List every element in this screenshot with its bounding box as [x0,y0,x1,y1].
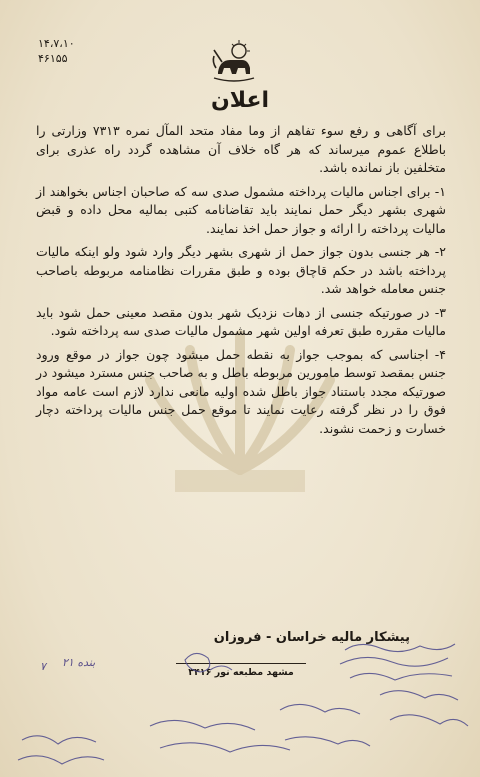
lion-and-sun-emblem-icon [208,38,260,86]
signatory-title: پیشکار مالیه خراسان - فروزان [213,630,410,645]
clause-1: ۱- برای اجناس مالیات پرداخته مشمول صدی سه که صاحبان اجناس بخواهند از شهری بشهر دیگر حمل نمایند باید تقاضانامه کتبی بمالیه محل داده و قبض مالیات پرداخته را ارائه و جواز حمل اخذ نمایند. [36,183,446,236]
page-title: اعلان [210,88,270,113]
document-number: ۴۶۱۵۵ [38,52,68,65]
handwritten-note: بنده ۲۱ [62,656,96,669]
printer-credit: مشهد مطبعه نور ۳۴۱۶ [188,667,294,678]
document-date: ۱۴،۷،۱۰ [38,37,75,50]
clause-3: ۳- در صورتیکه جنسی از دهات نزدیک شهر بدون مقصد معینی حمل شود باید مالیات مقرره طبق تعرفه اولین شهر مشمول مالیات صدی سه پرداخته شود. [36,304,446,338]
announcement-body [36,122,446,443]
handwritten-numeral: ۷ [40,660,46,673]
clause-4: ۴- اجناسی که بموجب جواز به نقطه حمل میشود چون جواز در موقع ورود جنس بمقصد توسط مامورین مربوطه باطل و به صاحب جنس مسترد میشود در صورتیکه مجدد باستناد جواز باطل شده اولیه مانعی ندارد لازم است عامه مواد فوق را در نظر گرفته رعایت نمایند تا موقع حمل جنس مالیات پرداخته دچار خسارت و زحمت نشوند. [36,346,446,436]
intro-paragraph: برای آگاهی و رفع سوء تفاهم از وما مفاد متحد المآل نمره ۷۳۱۳ وزارتی را باطلاع عموم میرساند که هر گاه خلاف آن مشاهده گردد راه عذری برای متخلفین باز نمانده باشد. [36,123,446,175]
document-reference [38,36,75,66]
clause-2: ۲- هر جنسی بدون جواز حمل از شهری بشهر دیگر وارد شود ولو اینکه مالیات پرداخته باشد در حکم قاچاق بوده و طبق مقررات نظامنامه مربوطه باصاحب جنس معامله خواهد شد. [36,244,446,296]
